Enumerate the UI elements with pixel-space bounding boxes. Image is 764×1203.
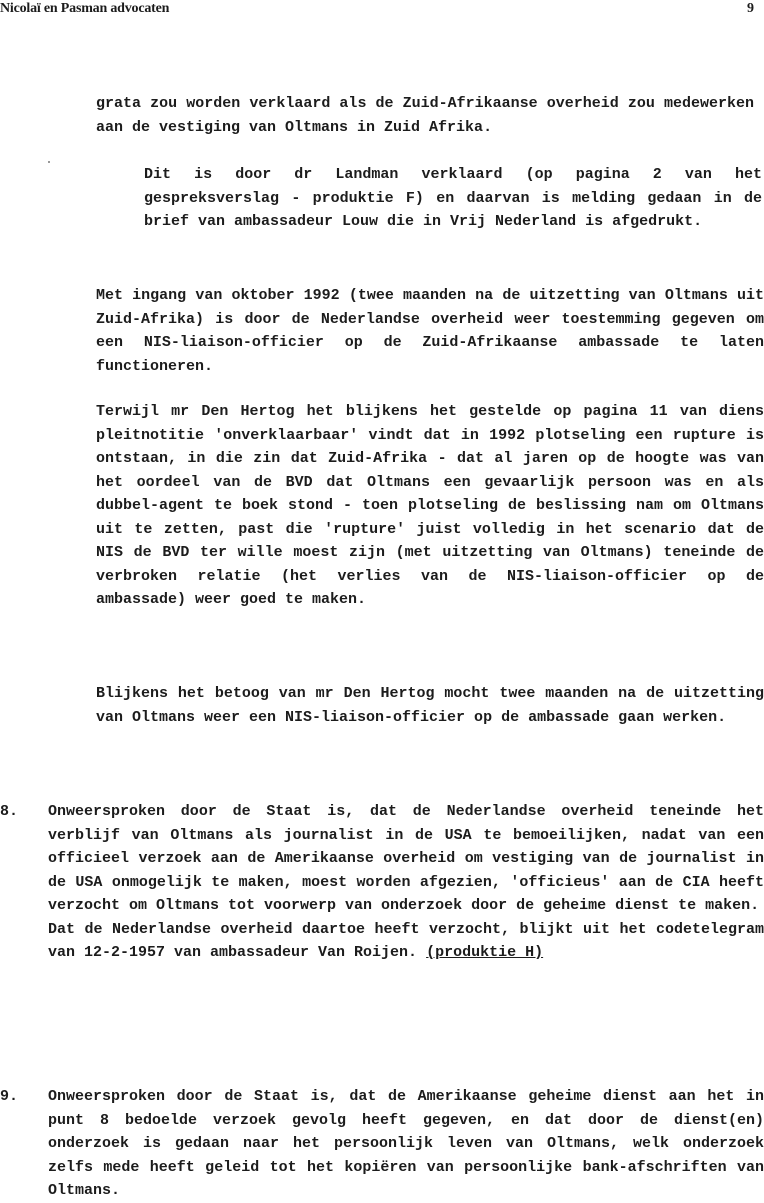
scan-speck	[48, 161, 50, 163]
firm-name-header: Nicolaï en Pasman advocaten	[0, 1, 170, 16]
paragraph-landman: Dit is door dr Landman verklaard (op pagina 2 van het gespreksverslag - produktie F) en daarvan is melding gedaan in de brief van ambassadeur Louw die in Vrij Nederland is afgedrukt.	[144, 166, 762, 230]
produktie-h-reference: (produktie H)	[426, 944, 544, 961]
item-8-text	[48, 800, 764, 965]
item-number-8: 8.	[0, 803, 19, 820]
item-8-body: Onweersproken door de Staat is, dat de Nederlandse overheid teneinde het verblijf van Oltmans als journalist in de USA te bemoeilijken, nadat van een officieel verzoek aan de Amerikaanse overheid om vestiging van de journalist in de USA onmogelijk te maken, moest worden afgezien, 'officieus' aan de CIA heeft verzocht om Oltmans tot voorwerp van onderzoek door de geheime dienst te maken.	[48, 803, 764, 914]
paragraph-betoog: Blijkens het betoog van mr Den Hertog mocht twee maanden na de uitzetting van Oltmans weer een NIS-liaison-officier op de ambassade gaan werken.	[96, 685, 764, 726]
paragraph-rupture: Terwijl mr Den Hertog het blijkens het gestelde op pagina 11 van diens pleitnotitie 'onverklaarbaar' vindt dat in 1992 plotseling een rupture is ontstaan, in die zin dat Zuid-Afrika - dat al jaren op de hoogte was van het oordeel van de BVD dat Oltmans een gevaarlijk persoon was en als dubbel-agent te boek stond - toen plotseling de beslissing nam om Oltmans uit te zetten, past die 'rupture' juist volledig in het scenario dat de NIS de BVD ter wille moest zijn (met uitzetting van Oltmans) teneinde de verbroken relatie (het verlies van de NIS-liaison-officier op de ambassade) weer goed te maken.	[96, 403, 764, 608]
page-number: 9	[747, 1, 754, 16]
paragraph-grata: grata zou worden verklaard als de Zuid-Afrikaanse overheid zou medewerken aan de vestiging van Oltmans in Zuid Afrika.	[96, 95, 754, 136]
paragraph-oktober-1992: Met ingang van oktober 1992 (twee maanden na de uitzetting van Oltmans uit Zuid-Afrika) is door de Nederlandse overheid weer toestemming gegeven om een NIS-liaison-officier op de Zuid-Afrikaanse ambassade te laten functioneren.	[96, 287, 764, 375]
item-8-body-continued: Dat de Nederlandse overheid daartoe heeft verzocht, blijkt uit het codetelegram van 12-2-1957 van ambassadeur Van Roijen.	[48, 920, 764, 961]
item-number-9: 9.	[0, 1088, 19, 1105]
item-9-text: Onweersproken door de Staat is, dat de Amerikaanse geheime dienst aan het in punt 8 bedoelde verzoek gevolg heeft gegeven, en dat door de dienst(en) onderzoek is gedaan naar het persoonlijk leven van Oltmans, welk onderzoek zelfs mede heeft geleid tot het kopiëren van persoonlijke bank-afschriften van Oltmans.	[48, 1088, 764, 1199]
